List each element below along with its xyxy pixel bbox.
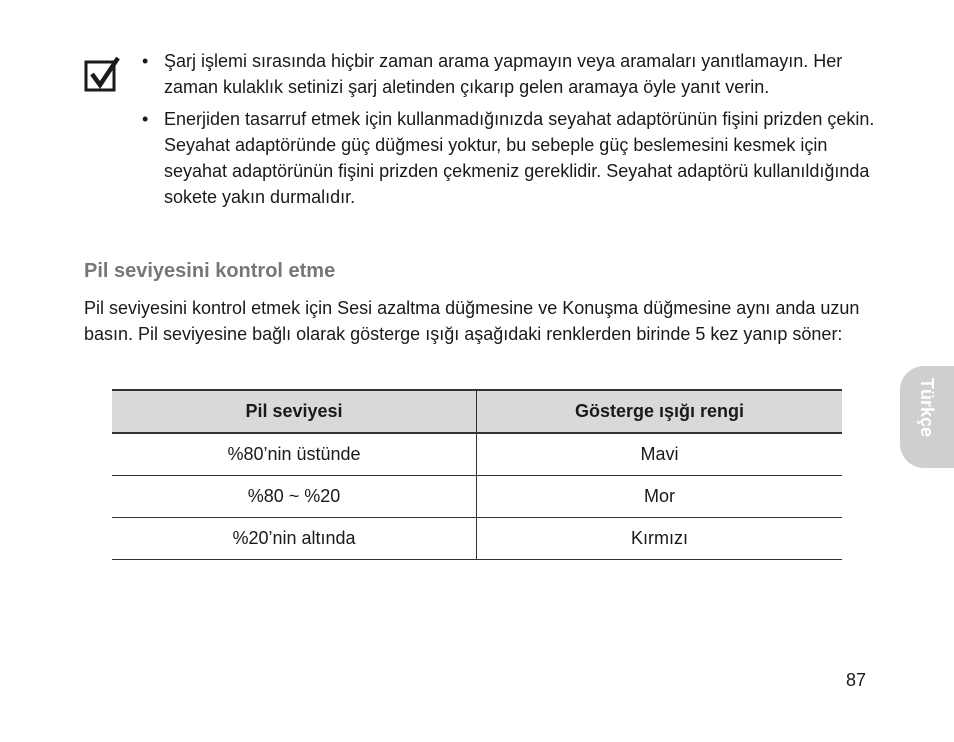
table-row [112,476,842,518]
checkbox-check-icon [84,56,120,92]
bullet: • [142,109,149,129]
note-item [140,106,880,210]
color-cell: Mavi [477,433,843,476]
page-number: 87 [846,670,867,690]
column-header-level: Pil seviyesi [112,390,477,433]
level-cell: %80’nin üstünde [112,433,477,476]
column-header-color: Gösterge ışığı rengi [477,390,843,433]
note-list [140,48,880,216]
note-item [140,48,880,100]
table-row [112,433,842,476]
note-text: Şarj işlemi sırasında hiçbir zaman arama yapmayın veya aramaları yanıtlamayın. Her zaman kulaklık setinizi şarj aletinden çıkarıp gelen aramaya öyle yanıt verin. [164,51,843,97]
level-cell: %20’nin altında [112,518,477,560]
table-header-row [112,390,842,433]
language-tab-label: Türkçe [917,378,937,438]
language-tab [900,366,954,468]
battery-level-table [112,389,842,560]
section-intro: Pil seviyesini kontrol etmek için Sesi azaltma düğmesine ve Konuşma düğmesine aynı anda uzun basın. Pil seviyesine bağlı olarak gösterge ışığı aşağıdaki renklerden birinde 5 kez yanıp söner: [84,298,860,344]
color-cell: Mor [477,476,843,518]
section-title: Pil seviyesini kontrol etme [84,260,336,282]
color-cell: Kırmızı [477,518,843,560]
table-row [112,518,842,560]
note-text: Enerjiden tasarruf etmek için kullanmadığınızda seyahat adaptörünün fişini prizden çekin. Seyahat adaptöründe güç düğmesi yoktur, bu sebeple güç beslemesini kesmek için seyahat adaptörünün fişini prizden çekmeniz gereklidir. Seyahat adaptörü kullanıldığında sokete yakın durmalıdır. [164,109,875,207]
bullet: • [142,51,149,71]
level-cell: %80 ~ %20 [112,476,477,518]
